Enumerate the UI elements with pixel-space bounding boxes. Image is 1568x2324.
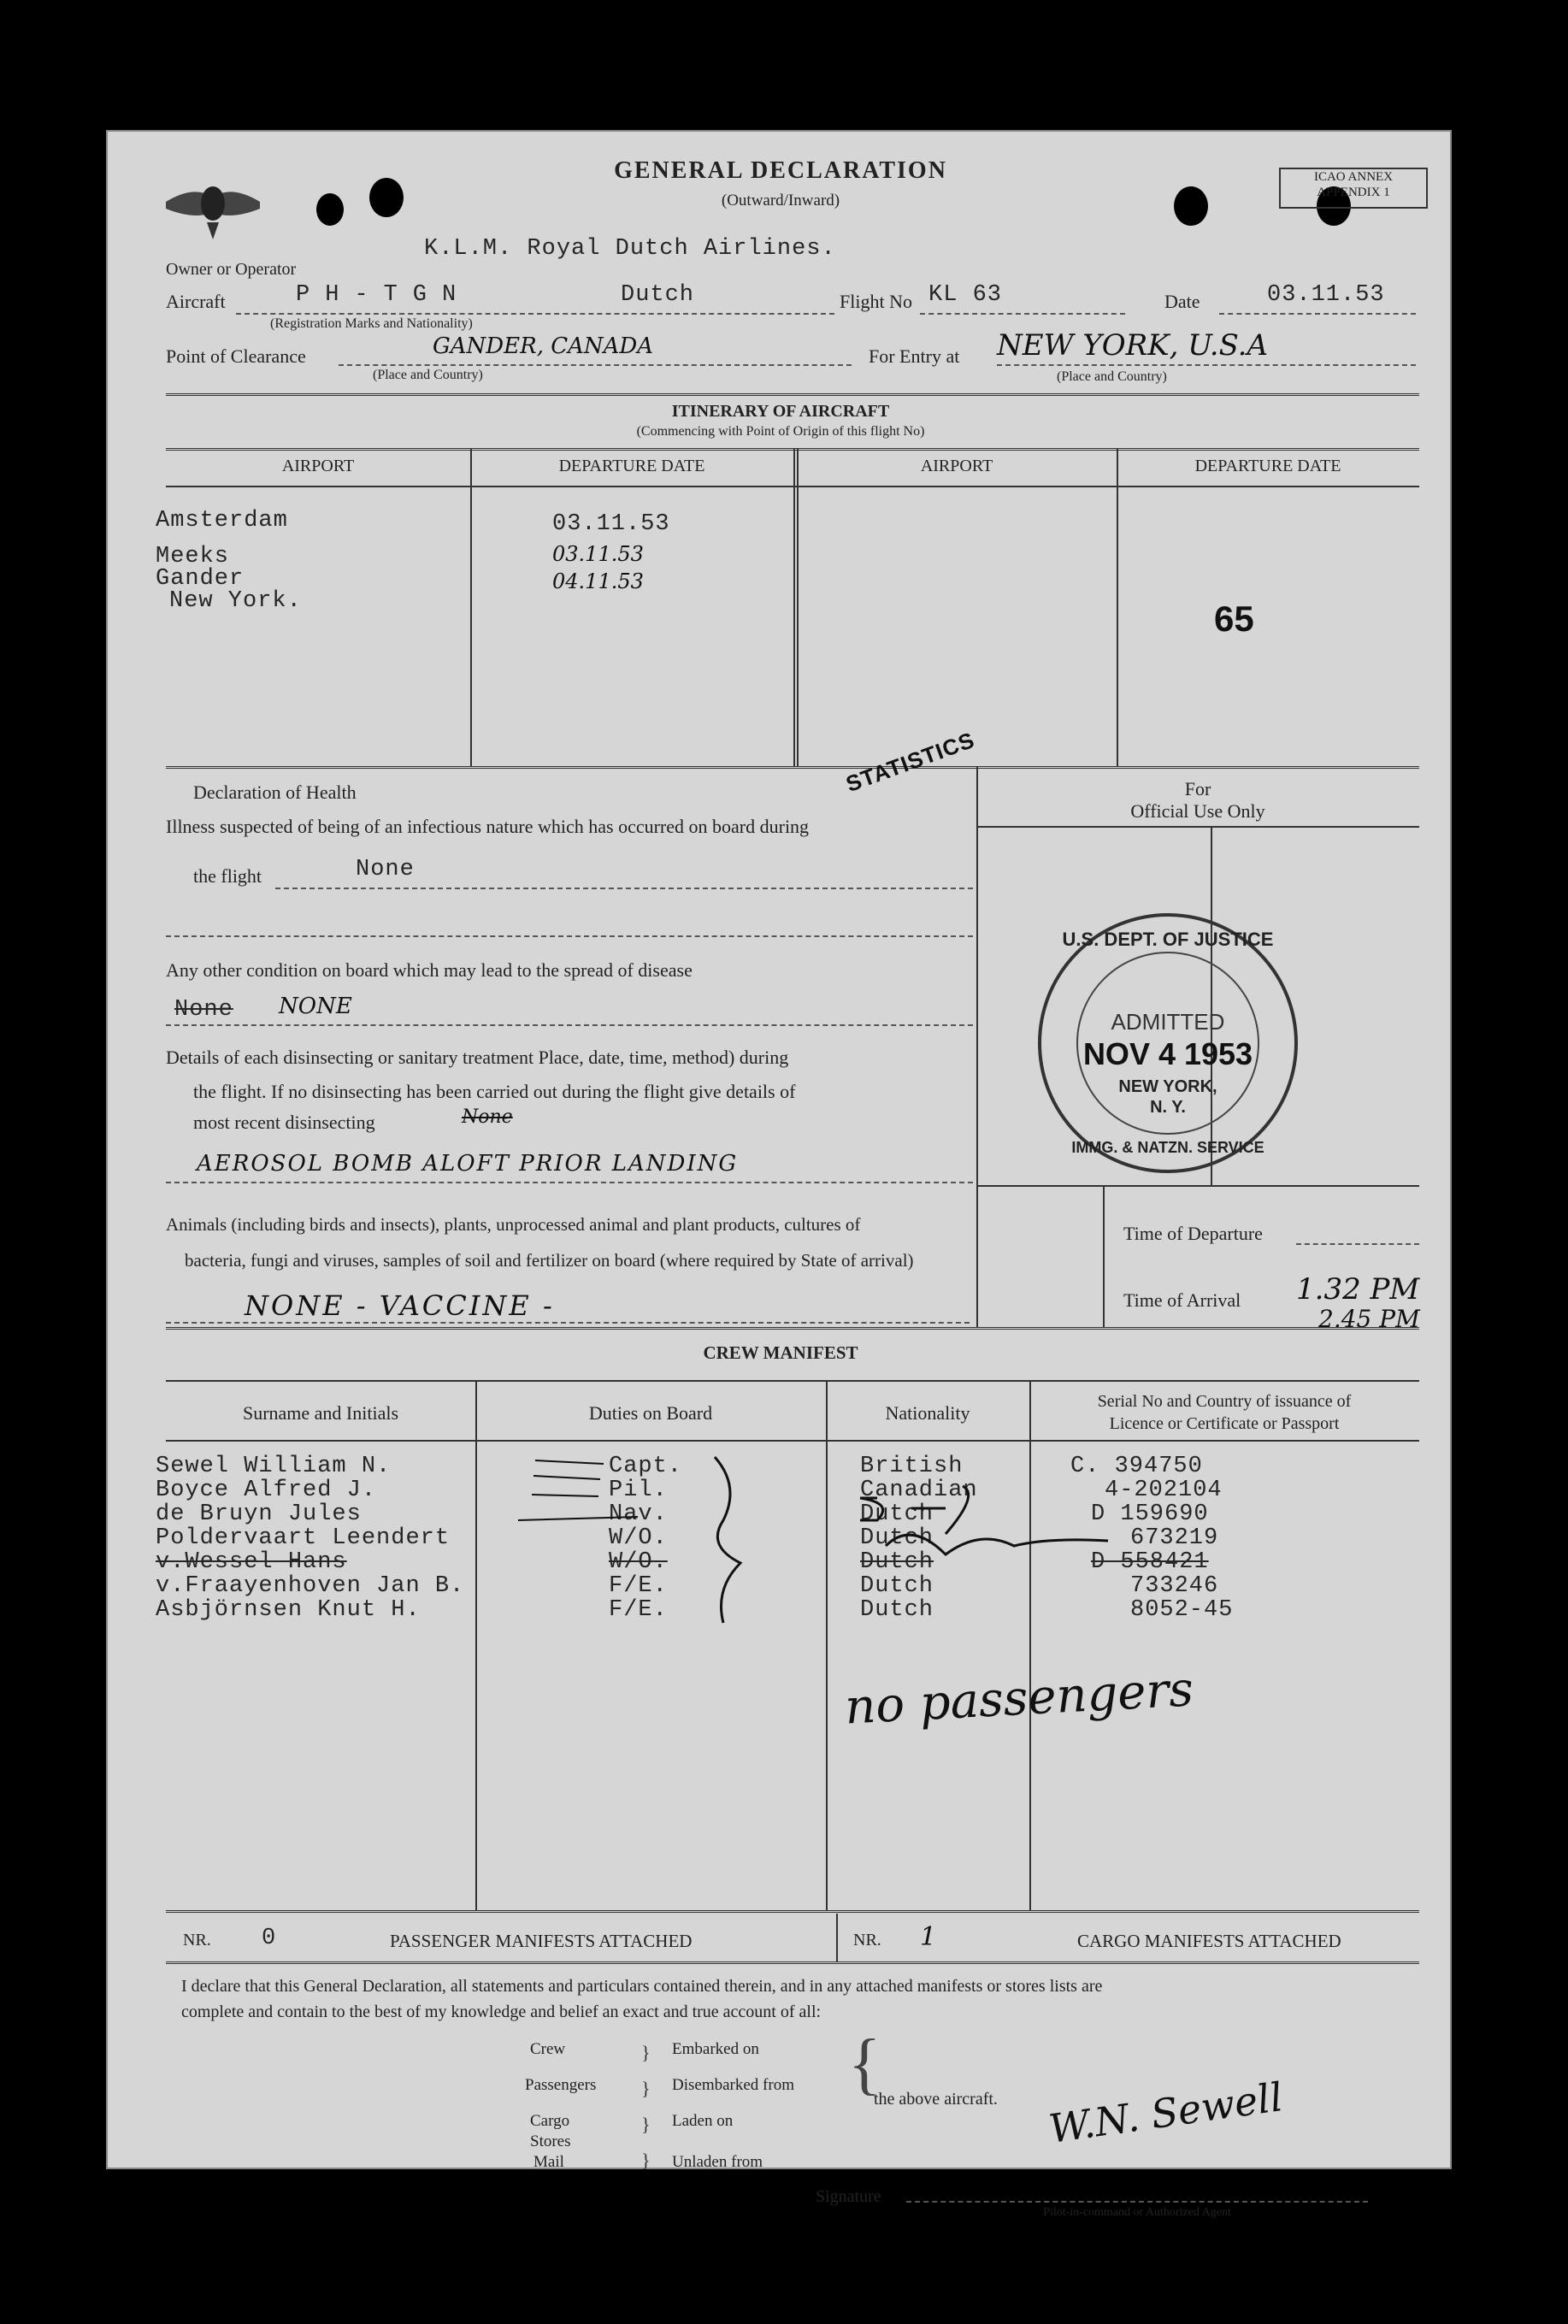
arrival-time-label: Time of Arrival (1123, 1289, 1241, 1311)
form-title: GENERAL DECLARATION (614, 157, 947, 184)
declaration-form (106, 130, 1452, 2219)
stamp-admitted: ADMITTED (1111, 1009, 1225, 1035)
clearance-note: (Place and Country) (373, 368, 483, 382)
owner-label: Owner or Operator (166, 260, 297, 279)
crew-serial: 4-202104 (1105, 1478, 1223, 1503)
stamp-number: 65 (1214, 599, 1254, 639)
cargo-nr-label: NR. (853, 1931, 881, 1949)
crew-serial: D 558421 (1091, 1549, 1209, 1575)
passenger-nr-value: 0 (262, 1926, 277, 1951)
declaration-disembarked: Disembarked from (672, 2076, 794, 2094)
passenger-manifests-label: PASSENGER MANIFESTS ATTACHED (390, 1931, 693, 1951)
crew-header-name: Surname and Initials (242, 1402, 399, 1424)
aircraft-label: Aircraft (166, 291, 226, 312)
crew-duty: Capt. (609, 1454, 683, 1479)
crew-duty: Nav. (609, 1501, 668, 1527)
brace-glyphs: } } } } (641, 2042, 651, 2171)
itinerary-header-airport: AIRPORT (281, 457, 355, 475)
itinerary-date: 03.11.53 (552, 511, 670, 537)
crew-name: v.Wessel Hans (156, 1549, 347, 1575)
crew-duty: Pil. (609, 1478, 668, 1503)
clearance-label: Point of Clearance (166, 345, 306, 367)
declaration-item-mail: Mail (533, 2153, 564, 2171)
crew-handwriting (433, 1452, 1202, 1640)
health-q3-line2: the flight. If no disinsecting has been carried out during the flight give details of (193, 1081, 796, 1102)
crew-duty: W/O. (609, 1525, 668, 1551)
date-label: Date (1164, 291, 1200, 312)
stamp-state: N. Y. (1150, 1098, 1186, 1117)
declaration-line1: I declare that this General Declaration, all statements and particulars contained therein, and in any attached manifests or stores lists are (181, 1977, 1103, 1996)
itinerary-title: ITINERARY OF AIRCRAFT (671, 402, 890, 421)
crew-name: Asbjörnsen Knut H. (156, 1597, 421, 1623)
clearance-value: GANDER, CANADA (433, 333, 654, 359)
owner-value: K.L.M. Royal Dutch Airlines. (424, 236, 836, 262)
departure-time-label: Time of Departure (1123, 1223, 1263, 1244)
health-q2-struck: None (174, 997, 233, 1023)
stamp-service: IMMG. & NATZN. SERVICE (1071, 1139, 1264, 1156)
crew-header-licence: Licence or Certificate or Passport (1109, 1414, 1340, 1433)
crew-nationality: Dutch (860, 1501, 934, 1527)
declaration-unladen: Unladen from (672, 2153, 763, 2171)
itinerary-airport: Gander (156, 566, 245, 592)
declaration-laden: Laden on (672, 2112, 734, 2130)
entry-note: (Place and Country) (1057, 369, 1167, 384)
crew-name: Poldervaart Leendert (156, 1525, 451, 1551)
crew-serial: 8052-45 (1130, 1597, 1234, 1623)
health-title: Declaration of Health (193, 782, 357, 803)
stamp-city: NEW YORK, (1118, 1077, 1217, 1096)
itinerary-airport: Amsterdam (156, 508, 288, 534)
declaration-item-stores: Stores (530, 2132, 571, 2150)
health-q1: Illness suspected of being of an infectious nature which has occurred on board during (166, 816, 810, 837)
official-title-for: For (1184, 778, 1211, 799)
itinerary-airport: New York. (169, 588, 302, 614)
official-title: Official Use Only (1130, 800, 1265, 822)
crew-serial: C. 394750 (1070, 1454, 1203, 1479)
arrival-time-value-2: 2.45 PM (1318, 1305, 1420, 1333)
declaration-item-cargo: Cargo (530, 2112, 570, 2130)
itinerary-airport: Meeks (156, 544, 230, 569)
crew-duty: W/O. (609, 1549, 668, 1575)
crew-nationality: Dutch (860, 1549, 934, 1575)
health-q2: Any other condition on board which may lead to the spread of disease (166, 959, 693, 981)
form-subtitle: (Outward/Inward) (721, 192, 840, 209)
pilot-signature: W.N. Sewell (1046, 2073, 1286, 2152)
crew-name: de Bruyn Jules (156, 1501, 362, 1527)
entry-value: NEW YORK, U.S.A (997, 328, 1269, 363)
crew-nationality: Dutch (860, 1525, 934, 1551)
crew-serial: 733246 (1130, 1573, 1219, 1599)
declaration-item-crew: Crew (530, 2040, 566, 2058)
stamp-agency: U.S. DEPT. OF JUSTICE (1062, 929, 1274, 950)
big-brace: { (848, 2026, 881, 2102)
aircraft-nationality: Dutch (621, 282, 695, 308)
aircraft-note: (Registration Marks and Nationality) (270, 316, 473, 331)
passenger-nr-label: NR. (183, 1931, 211, 1949)
flight-no-label: Flight No (840, 291, 912, 312)
itinerary-date: 04.11.53 (552, 569, 644, 593)
signature-note: Pilot-in-command or Authorized Agent (1043, 2206, 1231, 2219)
statistics-stamp: STATISTICS (842, 726, 979, 798)
entry-label: For Entry at (869, 345, 960, 367)
declaration-embarked: Embarked on (672, 2040, 759, 2058)
itinerary-date: 03.11.53 (552, 542, 644, 566)
itinerary-header-date: DEPARTURE DATE (558, 457, 705, 475)
crew-name: Boyce Alfred J. (156, 1478, 377, 1503)
declaration-aircraft-text: the above aircraft. (874, 2090, 998, 2109)
health-q3-line3: most recent disinsecting (193, 1112, 375, 1133)
crew-serial: D 159690 (1091, 1501, 1209, 1527)
animals-answer: NONE - VACCINE - (245, 1289, 555, 1322)
health-q3-answer: AEROSOL BOMB ALOFT PRIOR LANDING (197, 1151, 739, 1177)
crew-duty: F/E. (609, 1597, 668, 1623)
crew-title: CREW MANIFEST (703, 1342, 858, 1363)
declaration-line2: complete and contain to the best of my knowledge and belief an exact and true account of all: (181, 2003, 822, 2021)
health-q3-struck: None (462, 1106, 513, 1128)
crew-serial: 673219 (1130, 1525, 1219, 1551)
crew-nationality: Dutch (860, 1573, 934, 1599)
annex-box: ICAO ANNEX APPENDIX 1 (1279, 168, 1428, 209)
crew-header-serial: Serial No and Country of issuance of (1097, 1392, 1352, 1411)
crew-header-nationality: Nationality (885, 1402, 970, 1424)
itinerary-subtitle: (Commencing with Point of Origin of this flight No) (636, 424, 925, 439)
crew-nationality: British (860, 1454, 964, 1479)
crew-header-duties: Duties on Board (588, 1402, 713, 1424)
flight-no-value: KL 63 (928, 282, 1003, 308)
health-q2-answer: NONE (279, 994, 352, 1019)
date-value: 03.11.53 (1267, 282, 1385, 308)
animals-line1: Animals (including birds and insects), plants, unprocessed animal and plant products, cultures of (166, 1214, 861, 1235)
aircraft-registration: PH-TGN (296, 282, 472, 308)
itinerary-header-airport-2: AIRPORT (920, 457, 993, 475)
health-q3-line1: Details of each disinsecting or sanitary treatment Place, date, time, method) during (166, 1047, 789, 1068)
signature-label: Signature (816, 2187, 881, 2206)
stamp-date: NOV 4 1953 (1082, 1036, 1253, 1071)
animals-line2: bacteria, fungi and viruses, samples of soil and fertilizer on board (where required by State of arrival) (185, 1250, 914, 1271)
arrival-time-value: 1.32 PM (1296, 1272, 1420, 1307)
crew-nationality: Dutch (860, 1597, 934, 1623)
health-q1-answer: None (356, 857, 415, 882)
crew-name: Sewel William N. (156, 1454, 392, 1479)
itinerary-header-date-2: DEPARTURE DATE (1194, 457, 1341, 475)
crew-duty: F/E. (609, 1573, 668, 1599)
cargo-manifests-label: CARGO MANIFESTS ATTACHED (1077, 1931, 1341, 1951)
crew-name: v.Fraayenhoven Jan B. (156, 1573, 465, 1599)
declaration-item-passengers: Passengers (525, 2076, 597, 2094)
crew-nationality: Canadian (860, 1478, 978, 1503)
no-passengers-note: no passengers (843, 1661, 1195, 1736)
cargo-nr-value: 1 (920, 1922, 937, 1952)
health-q1-label: the flight (193, 865, 262, 887)
